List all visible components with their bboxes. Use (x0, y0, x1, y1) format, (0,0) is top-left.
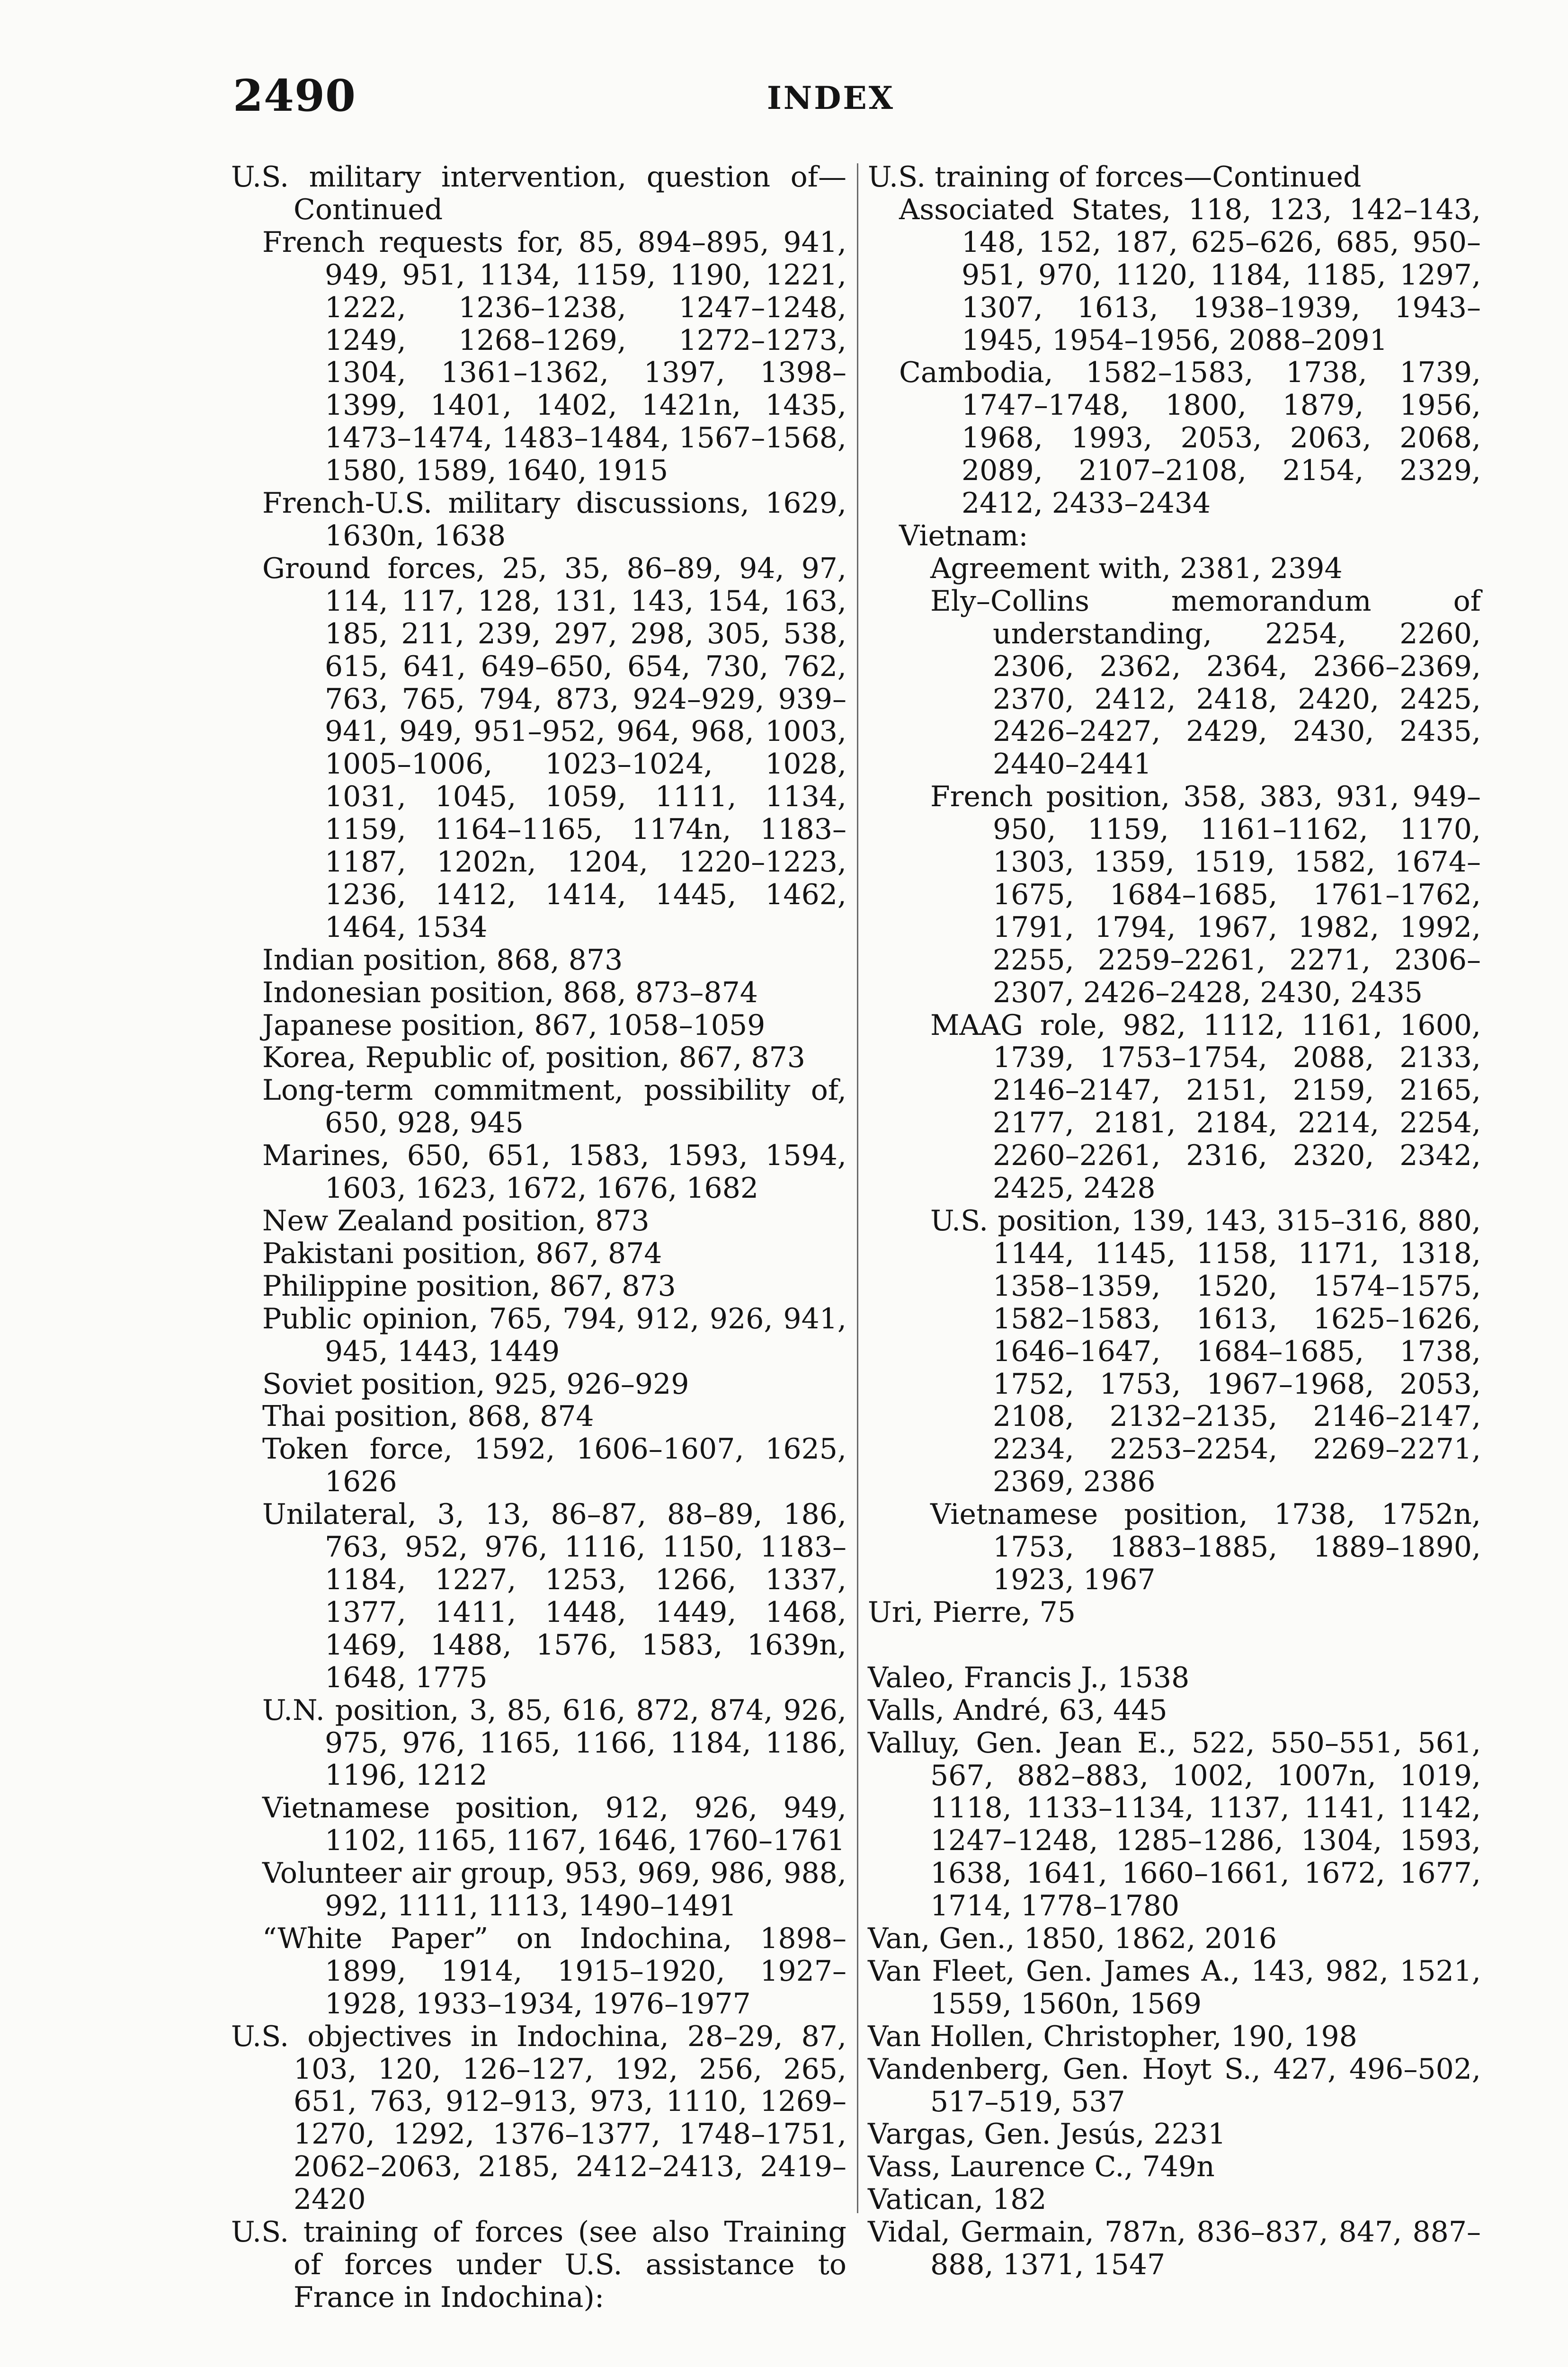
index-subentry: Cambodia, 1582–1583, 1738, 1739, 1747–1748, 1800, 1879, 1956, 1968, 1993, 2053, 2063, 2068, 2089, 2107–2108, 2154, 2329, 2412, 2433–2434 (899, 356, 1481, 520)
index-subentry: Philippine position, 867, 873 (262, 1269, 676, 1303)
index-subentry: Agreement with, 2381, 2394 (930, 552, 1343, 585)
running-head-title: INDEX (767, 80, 895, 116)
index-subentry: Unilateral, 3, 13, 86–87, 88–89, 186, 763, 952, 976, 1116, 1150, 1183–1184, 1227, 1253, 1266, 1337, 1377, 1411, 1448, 1449, 1468, 1469, 1488, 1576, 1583, 1639n, 1648, 1775 (262, 1498, 846, 1694)
index-subentry: Vietnamese position, 912, 926, 949, 1102, 1165, 1167, 1646, 1760–1761 (262, 1791, 846, 1858)
index-subentry: Long-term commitment, possibility of, 650, 928, 945 (262, 1074, 846, 1140)
index-subentry: Public opinion, 765, 794, 912, 926, 941, 945, 1443, 1449 (262, 1302, 846, 1368)
index-subentry: Marines, 650, 651, 1583, 1593, 1594, 1603, 1623, 1672, 1676, 1682 (262, 1139, 846, 1205)
index-entry: U.S. military intervention, question of—Continued (231, 160, 846, 226)
index-subentry: Ground forces, 25, 35, 86–89, 94, 97, 114, 117, 128, 131, 143, 154, 163, 185, 211, 239, 297, 298, 305, 538, 615, 641, 649–650, 654, 730, 762, 763, 765, 794, 873, 924–929, 939–941, 949, 951–952, 964, 968, 1003, 1005–1006, 1023–1024, 1028, 1031, 1045, 1059, 1111, 1134, 1159, 1164–1165, 1174n, 1183–1187, 1202n, 1204, 1220–1223, 1236, 1412, 1414, 1445, 1462, 1464, 1534 (262, 552, 846, 944)
index-entry: Vargas, Gen. Jesús, 2231 (868, 2118, 1226, 2151)
index-subentry: Thai position, 868, 874 (262, 1400, 594, 1433)
index-entry: Vatican, 182 (868, 2183, 1047, 2216)
index-subentry: Soviet position, 925, 926–929 (262, 1367, 689, 1401)
index-subentry: Associated States, 118, 123, 142–143, 148, 152, 187, 625–626, 685, 950–951, 970, 1120, 1184, 1185, 1297, 1307, 1613, 1938–1939, 1943–1945, 1954–1956, 2088–2091 (899, 193, 1481, 357)
index-entry: Van Hollen, Christopher, 190, 198 (868, 2020, 1357, 2053)
index-entry: Valls, André, 63, 445 (868, 1693, 1167, 1727)
index-entry: U.S. training of forces—Continued (868, 160, 1362, 194)
index-subentry: Indian position, 868, 873 (262, 943, 623, 977)
index-entry: Vidal, Germain, 787n, 836–837, 847, 887–888, 1371, 1547 (868, 2216, 1481, 2282)
index-subentry: Vietnam: (899, 519, 1028, 552)
index-subentry: U.S. position, 139, 143, 315–316, 880, 1144, 1145, 1158, 1171, 1318, 1358–1359, 1520, 1574–1575, 1582–1583, 1613, 1625–1626, 1646–1647, 1684–1685, 1738, 1752, 1753, 1967–1968, 2053, 2108, 2132–2135, 2146–2147, 2234, 2253–2254, 2269–2271, 2369, 2386 (930, 1204, 1481, 1499)
index-subentry: “White Paper” on Indochina, 1898–1899, 1914, 1915–1920, 1927–1928, 1933–1934, 1976–1977 (262, 1922, 846, 2020)
index-entry: U.S. training of forces (see also Training of forces under U.S. assistance to France in Indochina): (231, 2216, 846, 2314)
index-subentry: French-U.S. military discussions, 1629, 1630n, 1638 (262, 487, 846, 552)
index-subentry: Indonesian position, 868, 873–874 (262, 976, 758, 1009)
index-subentry: Japanese position, 867, 1058–1059 (262, 1008, 766, 1042)
index-subentry: Korea, Republic of, position, 867, 873 (262, 1041, 805, 1075)
index-subentry: New Zealand position, 873 (262, 1204, 650, 1237)
index-column-left (231, 161, 846, 2314)
index-entry: Van Fleet, Gen. James A., 143, 982, 1521, 1559, 1560n, 1569 (868, 1954, 1481, 2020)
index-subentry: French position, 358, 383, 931, 949–950, 1159, 1161–1162, 1170, 1303, 1359, 1519, 1582, 1674–1675, 1684–1685, 1761–1762, 1791, 1794, 1967, 1982, 1992, 2255, 2259–2261, 2271, 2306–2307, 2426–2428, 2430, 2435 (930, 780, 1481, 1009)
index-subentry: Vietnamese position, 1738, 1752n, 1753, 1883–1885, 1889–1890, 1923, 1967 (930, 1498, 1481, 1596)
index-entry: Vandenberg, Gen. Hoyt S., 427, 496–502, 517–519, 537 (868, 2052, 1481, 2118)
index-subentry: MAAG role, 982, 1112, 1161, 1600, 1739, 1753–1754, 2088, 2133, 2146–2147, 2151, 2159, 2165, 2177, 2181, 2184, 2214, 2254, 2260–2261, 2316, 2320, 2342, 2425, 2428 (930, 1008, 1481, 1205)
index-entry: Valeo, Francis J., 1538 (868, 1661, 1190, 1694)
page-number: 2490 (233, 70, 356, 121)
column-divider (857, 163, 858, 2213)
section-break (868, 1629, 1481, 1662)
index-subentry: Pakistani position, 867, 874 (262, 1237, 662, 1270)
index-subentry: Volunteer air group, 953, 969, 986, 988, 992, 1111, 1113, 1490–1491 (262, 1857, 846, 1923)
index-subentry: Token force, 1592, 1606–1607, 1625, 1626 (262, 1433, 846, 1499)
index-entry: Uri, Pierre, 75 (868, 1595, 1076, 1629)
index-entry: Van, Gen., 1850, 1862, 2016 (868, 1922, 1277, 1956)
index-entry: Vass, Laurence C., 749n (868, 2150, 1215, 2184)
index-subentry: French requests for, 85, 894–895, 941, 949, 951, 1134, 1159, 1190, 1221, 1222, 1236–1238, 1247–1248, 1249, 1268–1269, 1272–1273, 1304, 1361–1362, 1397, 1398–1399, 1401, 1402, 1421n, 1435, 1473–1474, 1483–1484, 1567–1568, 1580, 1589, 1640, 1915 (262, 225, 846, 488)
index-column-right (868, 161, 1481, 2281)
index-entry: Valluy, Gen. Jean E., 522, 550–551, 561, 567, 882–883, 1002, 1007n, 1019, 1118, 1133–1134, 1137, 1141, 1142, 1247–1248, 1285–1286, 1304, 1593, 1638, 1641, 1660–1661, 1672, 1677, 1714, 1778–1780 (868, 1726, 1481, 1923)
index-entry: U.S. objectives in Indochina, 28–29, 87, 103, 120, 126–127, 192, 256, 265, 651, 763, 912–913, 973, 1110, 1269–1270, 1292, 1376–1377, 1748–1751, 2062–2063, 2185, 2412–2413, 2419–2420 (231, 2020, 846, 2216)
index-subentry: Ely–Collins memorandum of understanding, 2254, 2260, 2306, 2362, 2364, 2366–2369, 2370, 2412, 2418, 2420, 2425, 2426–2427, 2429, 2430, 2435, 2440–2441 (930, 584, 1481, 781)
index-subentry: U.N. position, 3, 85, 616, 872, 874, 926, 975, 976, 1165, 1166, 1184, 1186, 1196, 1212 (262, 1693, 846, 1792)
